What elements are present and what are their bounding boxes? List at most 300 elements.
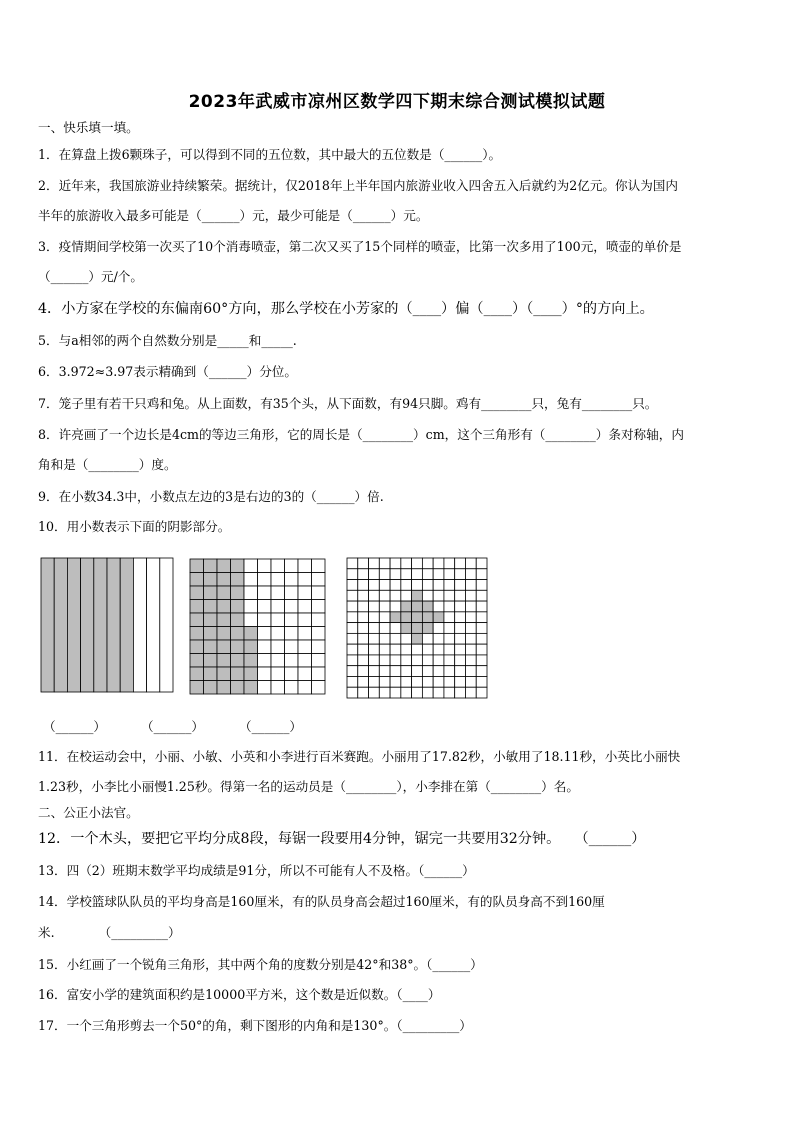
grid-cell [347, 590, 358, 601]
grid-cell [412, 612, 423, 623]
grid-cell [258, 654, 272, 668]
grid-cell [244, 586, 258, 600]
question-11-line-2: 1.23秒，小李比小丽慢1.25秒。得第一名的运动员是（________），小李排在第（________）名。 [38, 779, 579, 794]
grid-cell [455, 558, 466, 569]
grid-cell [433, 623, 444, 634]
grid-cell [190, 681, 204, 695]
grid-cell [312, 613, 326, 627]
grid-cell [412, 633, 423, 644]
grid-cell [358, 666, 369, 677]
grid-cell [433, 569, 444, 580]
grid-cell [444, 612, 455, 623]
grid-cell [190, 654, 204, 668]
grid-cell [258, 640, 272, 654]
grid-cell [190, 627, 204, 641]
grid-cell [285, 586, 299, 600]
grid-cell [217, 681, 231, 695]
grid-cell [465, 655, 476, 666]
question-15: 15．小红画了一个锐角三角形，其中两个角的度数分别是42°和38°。（______） [38, 957, 483, 972]
grid-cell [390, 633, 401, 644]
grid-cell [390, 666, 401, 677]
grid-cell [476, 601, 487, 612]
grid-cell [390, 580, 401, 591]
grid-cell [390, 612, 401, 623]
grid-cell [244, 573, 258, 587]
answer-blank-2[interactable]: （______） [141, 719, 204, 734]
figure-grid-cross [346, 557, 488, 699]
grid-cell [401, 580, 412, 591]
grid-cell [312, 654, 326, 668]
grid-cell [455, 687, 466, 698]
grid-cell [433, 633, 444, 644]
strip-cell [81, 558, 94, 692]
answer-blank-1[interactable]: （______） [43, 719, 106, 734]
grid-cell [455, 612, 466, 623]
grid-cell [244, 640, 258, 654]
grid-cell [204, 559, 218, 573]
grid-cell [271, 613, 285, 627]
grid-cell [231, 640, 245, 654]
grid-cell [390, 623, 401, 634]
grid-cell [422, 623, 433, 634]
grid-cell [347, 644, 358, 655]
grid-cell [231, 559, 245, 573]
grid-cell [358, 580, 369, 591]
grid-cell [433, 644, 444, 655]
grid-cell [379, 633, 390, 644]
grid-cell [465, 666, 476, 677]
grid-cell [271, 627, 285, 641]
grid-cell [379, 569, 390, 580]
grid-cell [312, 667, 326, 681]
grid-cell [285, 681, 299, 695]
question-5: 5．与a相邻的两个自然数分别是_____和_____. [38, 333, 297, 348]
grid-cell [258, 667, 272, 681]
grid-cell [401, 601, 412, 612]
grid-cell [379, 601, 390, 612]
grid-cell [379, 580, 390, 591]
question-11-line-1: 11．在校运动会中，小丽、小敏、小英和小李进行百米赛跑。小丽用了17.82秒，小敏用了18.11秒，小英比小丽快 [38, 749, 681, 764]
grid-cell [422, 612, 433, 623]
grid-cell [433, 655, 444, 666]
grid-cell [476, 655, 487, 666]
grid-cell [422, 580, 433, 591]
grid-cell [444, 644, 455, 655]
grid-cell [444, 623, 455, 634]
question-2-line-1: 2．近年来，我国旅游业持续繁荣。据统计，仅2018年上半年国内旅游业收入四舍五入后就约为2亿元。你认为国内 [38, 178, 678, 193]
grid-cell [298, 627, 312, 641]
grid-cell [358, 687, 369, 698]
question-16: 16．富安小学的建筑面积约是10000平方米，这个数是近似数。（____） [38, 987, 441, 1002]
grid-cell [390, 687, 401, 698]
grid-cell [465, 687, 476, 698]
grid-cell [412, 644, 423, 655]
grid-cell [358, 612, 369, 623]
grid-cell [422, 633, 433, 644]
grid-cell [358, 633, 369, 644]
grid-cell [444, 687, 455, 698]
grid-cell [244, 681, 258, 695]
grid-cell [455, 655, 466, 666]
strip-cell [147, 558, 160, 692]
question-8-line-1: 8．许亮画了一个边长是4cm的等边三角形，它的周长是（________）cm，这个三角形有（________）条对称轴，内 [38, 427, 684, 442]
grid-cell [422, 644, 433, 655]
grid-cell [204, 667, 218, 681]
grid-cell [465, 580, 476, 591]
grid-cell [312, 627, 326, 641]
grid-cell [433, 558, 444, 569]
grid-cell [390, 655, 401, 666]
question-9: 9．在小数34.3中，小数点左边的3是右边的3的（______）倍. [38, 489, 384, 504]
grid-cell [465, 612, 476, 623]
grid-cell [204, 586, 218, 600]
grid-cell [204, 627, 218, 641]
question-1: 1．在算盘上拨6颗珠子，可以得到不同的五位数，其中最大的五位数是（______）。 [38, 147, 502, 162]
grid-cell [347, 612, 358, 623]
question-3-line-2: （______）元/个。 [38, 269, 143, 284]
grid-cell [379, 623, 390, 634]
page-title: 2023年武威市凉州区数学四下期末综合测试模拟试题 [188, 92, 606, 112]
grid-cell [244, 559, 258, 573]
grid-cell [379, 655, 390, 666]
grid-cell [369, 666, 380, 677]
figure-strips [40, 557, 174, 694]
grid-cell [271, 559, 285, 573]
grid-cell [444, 601, 455, 612]
grid-cell [412, 687, 423, 698]
grid-cell [444, 633, 455, 644]
grid-cell [422, 666, 433, 677]
grid-cell [190, 613, 204, 627]
grid-cell [412, 601, 423, 612]
grid-cell [347, 623, 358, 634]
grid-cell [465, 558, 476, 569]
grid-cell [433, 666, 444, 677]
grid-cell [298, 667, 312, 681]
grid-cell [455, 580, 466, 591]
grid-cell [412, 676, 423, 687]
grid-cell [190, 667, 204, 681]
grid-cell [258, 613, 272, 627]
grid-cell [444, 590, 455, 601]
grid-cell [401, 633, 412, 644]
grid-cell [190, 640, 204, 654]
grid-cell [258, 627, 272, 641]
grid-cell [258, 586, 272, 600]
question-6: 6．3.972≈3.97表示精确到（______）分位。 [38, 364, 297, 379]
grid-cell [412, 623, 423, 634]
grid-cell [412, 666, 423, 677]
grid-cell [379, 644, 390, 655]
grid-cell [231, 600, 245, 614]
grid-cell [455, 633, 466, 644]
grid-cell [190, 586, 204, 600]
grid-cell [298, 640, 312, 654]
grid-cell [455, 666, 466, 677]
grid-cell [422, 687, 433, 698]
grid-cell [465, 676, 476, 687]
grid-cell [231, 681, 245, 695]
question-8-line-2: 角和是（________）度。 [38, 457, 177, 472]
grid-cell [369, 580, 380, 591]
grid-cell [433, 601, 444, 612]
grid-cell [433, 612, 444, 623]
question-12: 12．一个木头，要把它平均分成8段，每锯一段要用4分钟，锯完一共要用32分钟。 （______） [38, 831, 646, 847]
grid-cell [298, 613, 312, 627]
grid-cell [347, 687, 358, 698]
grid-cell [244, 627, 258, 641]
grid-cell [347, 676, 358, 687]
grid-cell [465, 590, 476, 601]
grid-cell [358, 601, 369, 612]
grid-cell [465, 623, 476, 634]
grid-cell [258, 681, 272, 695]
grid-cell [285, 640, 299, 654]
grid-cell [465, 601, 476, 612]
grid-cell [455, 601, 466, 612]
grid-cell [379, 676, 390, 687]
grid-cell [422, 590, 433, 601]
grid-cell [412, 558, 423, 569]
strip-cell [67, 558, 80, 692]
grid-cell [476, 687, 487, 698]
question-7: 7．笼子里有若干只鸡和兔。从上面数，有35个头，从下面数，有94只脚。鸡有________只，兔有________只。 [38, 396, 658, 411]
grid-cell [312, 600, 326, 614]
grid-cell [476, 558, 487, 569]
strip-cell [120, 558, 133, 692]
grid-cell [422, 569, 433, 580]
grid-cell [190, 559, 204, 573]
grid-cell [258, 559, 272, 573]
grid-cell [444, 666, 455, 677]
grid-cell [285, 654, 299, 668]
question-4: 4．小方家在学校的东偏南60°方向，那么学校在小芳家的（____）偏（____）（____）°的方向上。 [38, 301, 654, 317]
grid-cell [379, 590, 390, 601]
grid-cell [231, 613, 245, 627]
grid-cell [401, 569, 412, 580]
strip-cell [107, 558, 120, 692]
grid-cell [390, 676, 401, 687]
grid-cell [190, 573, 204, 587]
grid-cell [476, 612, 487, 623]
section-fill-in-heading: 一、快乐填一填。 [38, 120, 139, 135]
grid-cell [412, 590, 423, 601]
grid-cell [401, 687, 412, 698]
grid-cell [298, 586, 312, 600]
grid-cell [390, 558, 401, 569]
grid-cell [369, 623, 380, 634]
grid-cell [298, 559, 312, 573]
grid-cell [271, 586, 285, 600]
grid-cell [455, 569, 466, 580]
grid-cell [401, 666, 412, 677]
grid-cell [204, 640, 218, 654]
grid-cell [390, 569, 401, 580]
grid-cell [444, 558, 455, 569]
grid-cell [444, 580, 455, 591]
grid-cell [444, 569, 455, 580]
grid-cell [455, 623, 466, 634]
grid-cell [217, 559, 231, 573]
grid-cell [476, 633, 487, 644]
grid-cell [476, 644, 487, 655]
grid-cell [358, 623, 369, 634]
grid-cell [347, 666, 358, 677]
grid-cell [217, 667, 231, 681]
grid-cell [476, 676, 487, 687]
grid-cell [401, 655, 412, 666]
grid-cell [358, 655, 369, 666]
grid-cell [422, 558, 433, 569]
grid-cell [401, 623, 412, 634]
grid-cell [369, 687, 380, 698]
grid-cell [231, 586, 245, 600]
grid-cell [347, 580, 358, 591]
question-10-answers [43, 716, 343, 736]
grid-cell [379, 612, 390, 623]
grid-cell [358, 644, 369, 655]
grid-cell [204, 600, 218, 614]
grid-cell [347, 633, 358, 644]
grid-cell [217, 573, 231, 587]
grid-cell [369, 644, 380, 655]
strip-cell [94, 558, 107, 692]
grid-cell [444, 655, 455, 666]
grid-cell [312, 586, 326, 600]
grid-cell [244, 613, 258, 627]
answer-blank-3[interactable]: （______） [239, 719, 302, 734]
grid-cell [312, 681, 326, 695]
grid-cell [465, 569, 476, 580]
grid-cell [204, 654, 218, 668]
question-13: 13．四（2）班期末数学平均成绩是91分，所以不可能有人不及格。（______） [38, 863, 475, 878]
grid-cell [312, 640, 326, 654]
question-17: 17．一个三角形剪去一个50°的角，剩下图形的内角和是130°。（_________） [38, 1018, 472, 1033]
grid-cell [271, 667, 285, 681]
grid-cell [379, 666, 390, 677]
grid-cell [312, 559, 326, 573]
grid-cell [358, 676, 369, 687]
grid-cell [258, 573, 272, 587]
grid-cell [369, 676, 380, 687]
grid-cell [476, 590, 487, 601]
grid-cell [369, 569, 380, 580]
grid-cell [347, 569, 358, 580]
grid-cell [455, 676, 466, 687]
grid-cell [465, 644, 476, 655]
grid-cell [312, 573, 326, 587]
grid-cell [369, 601, 380, 612]
grid-cell [476, 623, 487, 634]
grid-cell [271, 654, 285, 668]
grid-cell [422, 655, 433, 666]
grid-cell [390, 590, 401, 601]
grid-cell [231, 627, 245, 641]
grid-cell [204, 681, 218, 695]
grid-cell [390, 601, 401, 612]
grid-cell [444, 676, 455, 687]
grid-cell [422, 601, 433, 612]
question-10-figures [38, 556, 498, 696]
grid-cell [455, 590, 466, 601]
grid-cell [217, 640, 231, 654]
grid-cell [190, 600, 204, 614]
grid-cell [217, 613, 231, 627]
grid-cell [217, 654, 231, 668]
grid-cell [285, 667, 299, 681]
grid-cell [285, 559, 299, 573]
grid-cell [204, 573, 218, 587]
grid-cell [433, 590, 444, 601]
grid-cell [271, 640, 285, 654]
strip-cell [41, 558, 54, 692]
figure-grid-hundred [189, 558, 326, 695]
question-2-line-2: 半年的旅游收入最多可能是（______）元，最少可能是（______）元。 [38, 208, 429, 223]
grid-cell [271, 573, 285, 587]
grid-cell [379, 687, 390, 698]
grid-cell [476, 569, 487, 580]
grid-cell [271, 681, 285, 695]
grid-cell [433, 676, 444, 687]
grid-cell [358, 569, 369, 580]
strip-cell [160, 558, 173, 692]
grid-cell [369, 612, 380, 623]
grid-cell [285, 613, 299, 627]
grid-cell [476, 666, 487, 677]
grid-cell [412, 569, 423, 580]
grid-cell [465, 633, 476, 644]
section-judge-heading: 二、公正小法官。 [38, 805, 139, 820]
grid-cell [244, 654, 258, 668]
grid-cell [258, 600, 272, 614]
grid-cell [358, 558, 369, 569]
grid-cell [390, 644, 401, 655]
grid-cell [455, 644, 466, 655]
grid-cell [401, 676, 412, 687]
grid-cell [217, 600, 231, 614]
grid-cell [422, 676, 433, 687]
question-3-line-1: 3．疫情期间学校第一次买了10个消毒喷壶，第二次又买了15个同样的喷壶，比第一次多用了100元，喷壶的单价是 [38, 239, 682, 254]
question-14-line-2: 米. （_________） [38, 925, 181, 940]
grid-cell [285, 573, 299, 587]
grid-cell [369, 633, 380, 644]
grid-cell [433, 580, 444, 591]
grid-cell [298, 654, 312, 668]
grid-cell [401, 644, 412, 655]
grid-cell [244, 667, 258, 681]
grid-cell [401, 612, 412, 623]
grid-cell [401, 590, 412, 601]
grid-cell [298, 573, 312, 587]
grid-cell [231, 667, 245, 681]
grid-cell [347, 558, 358, 569]
grid-cell [204, 613, 218, 627]
question-14-line-1: 14．学校篮球队队员的平均身高是160厘米，有的队员身高会超过160厘米，有的队员身高不到160厘 [38, 894, 605, 909]
strip-cell [133, 558, 146, 692]
strip-cell [54, 558, 67, 692]
grid-cell [412, 580, 423, 591]
grid-cell [271, 600, 285, 614]
question-10: 10．用小数表示下面的阴影部分。 [38, 519, 231, 534]
grid-cell [217, 586, 231, 600]
grid-cell [231, 654, 245, 668]
grid-cell [369, 558, 380, 569]
grid-cell [369, 590, 380, 601]
grid-cell [217, 627, 231, 641]
grid-cell [285, 600, 299, 614]
grid-cell [412, 655, 423, 666]
grid-cell [244, 600, 258, 614]
